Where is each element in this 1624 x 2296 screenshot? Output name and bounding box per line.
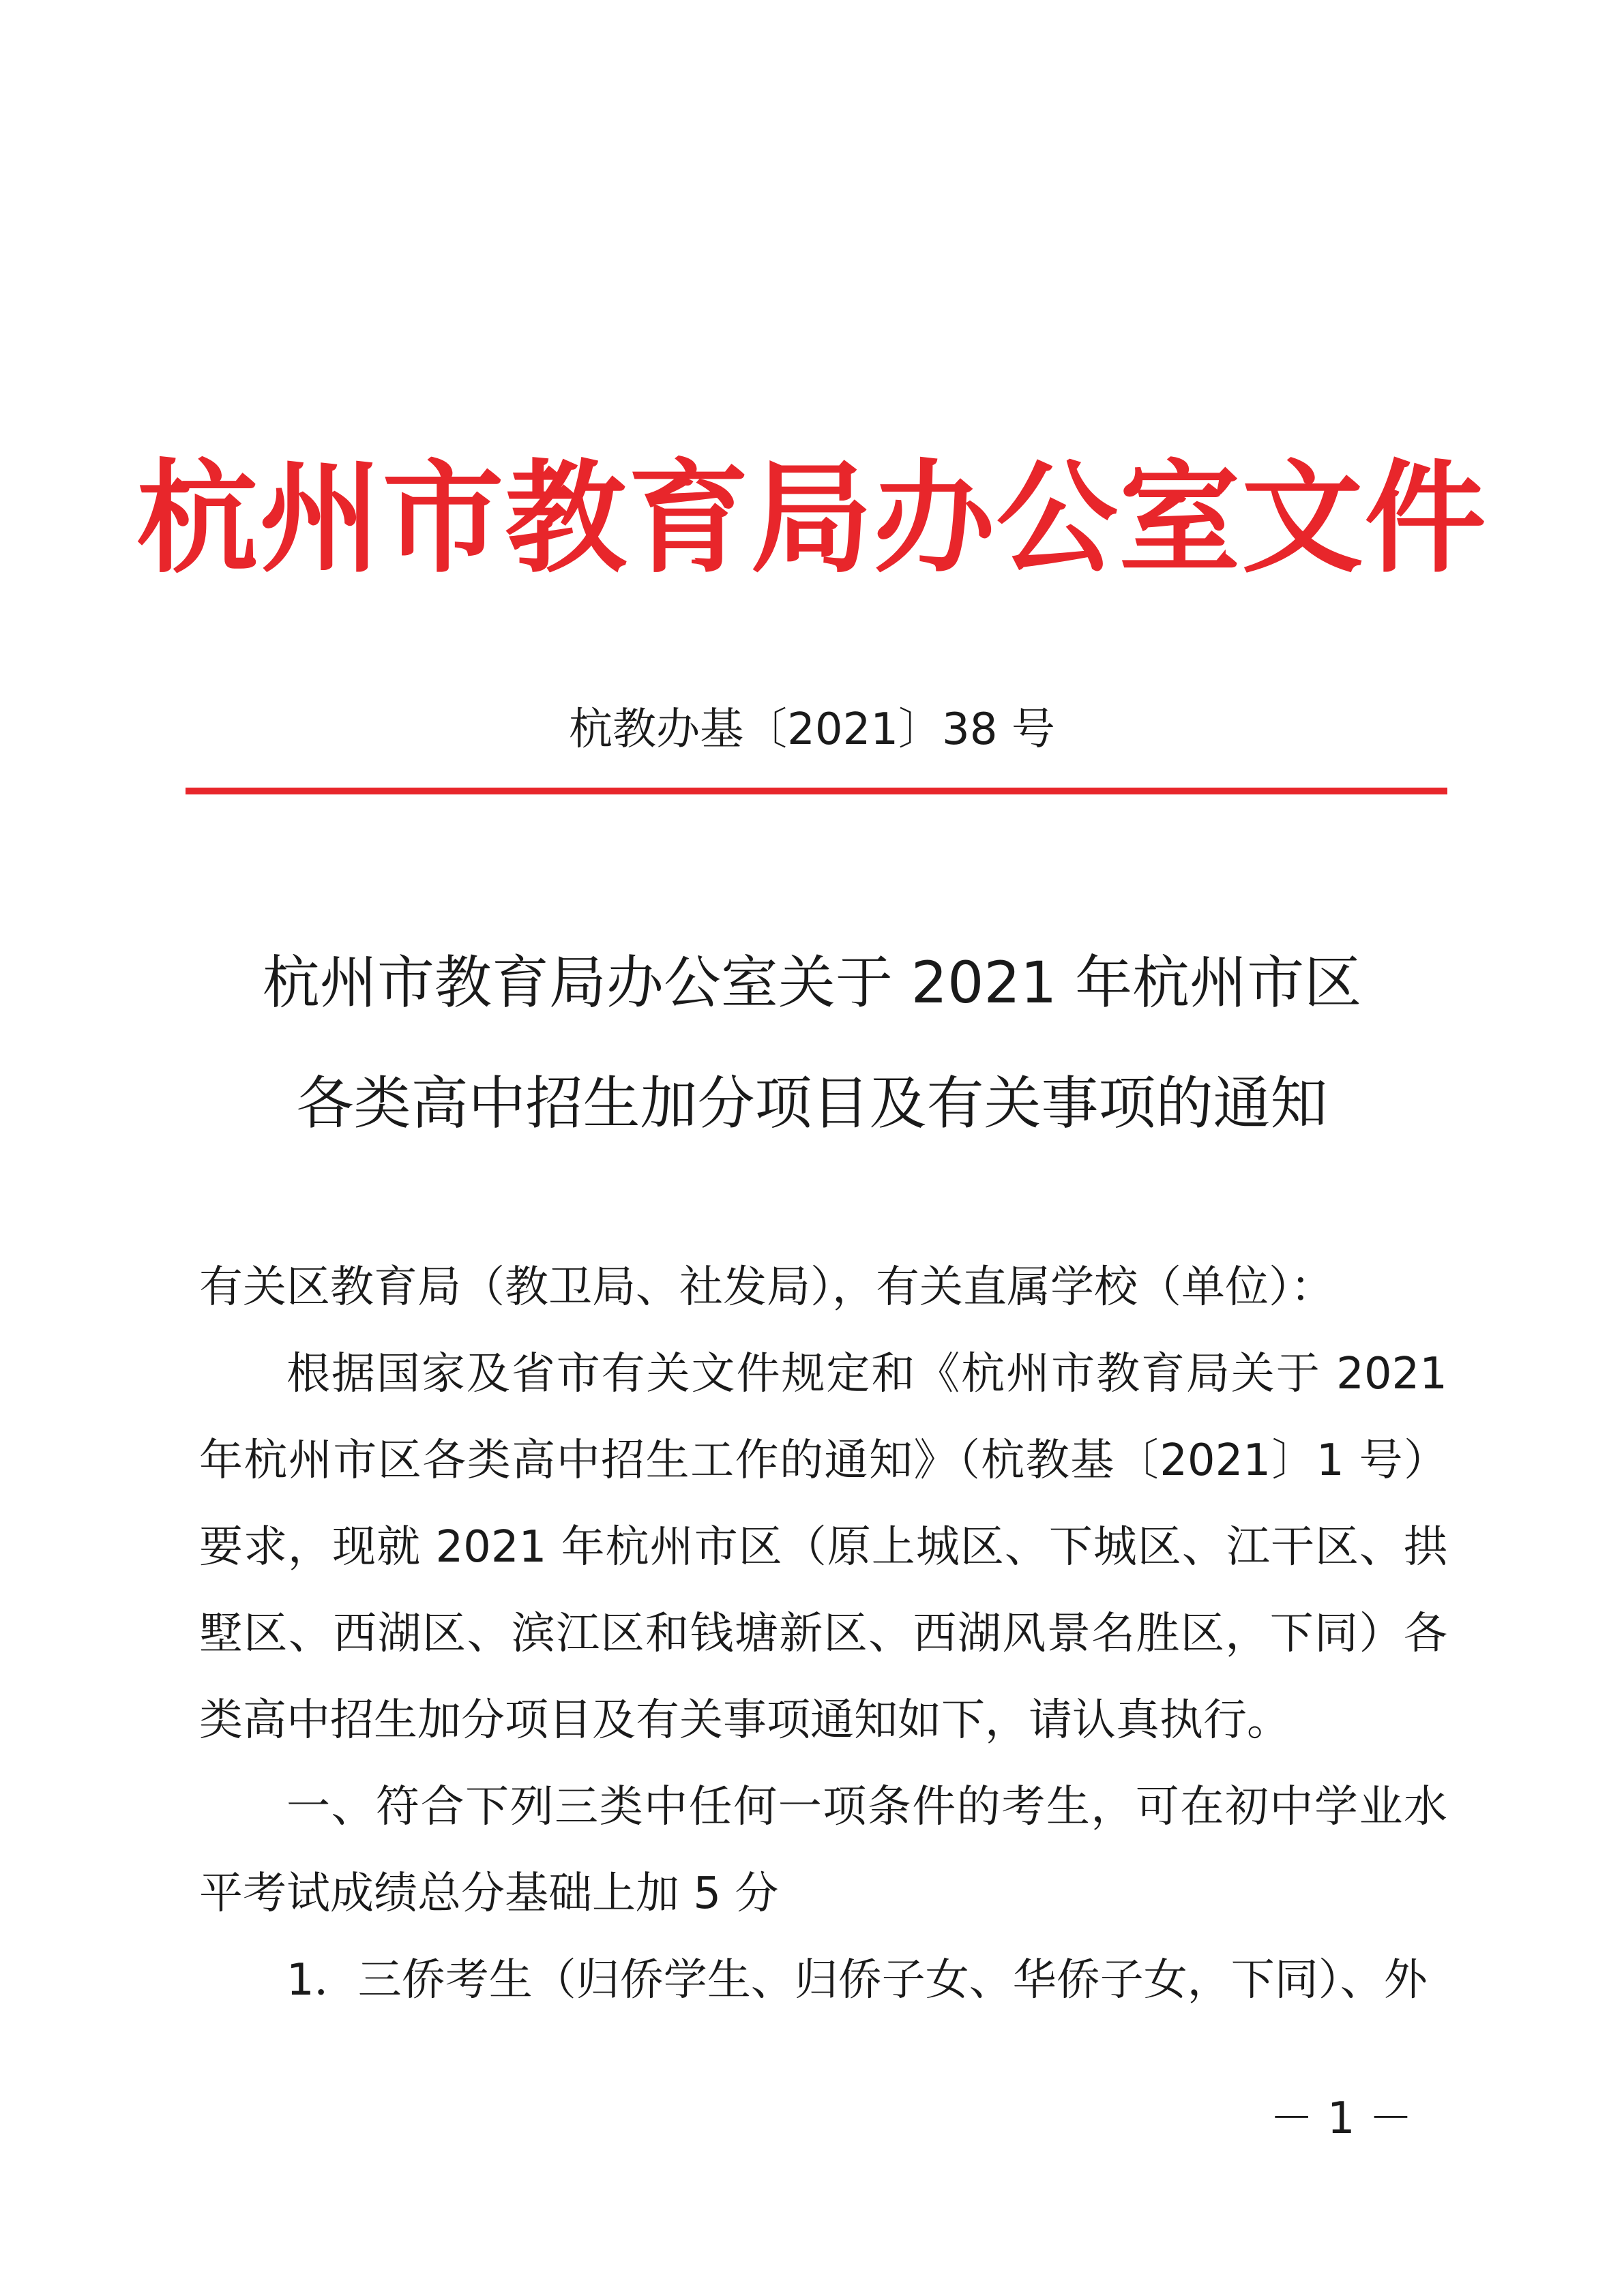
notice-title-line-1: 杭州市教育局办公室关于 2021 年杭州市区 [262,949,1362,1016]
body-paragraph-3: 1．三侨考生（归侨学生、归侨子女、华侨子女，下同）、外 [286,1955,1428,2006]
document-number: 杭教办基〔2021〕38 号 [569,704,1055,755]
document-body [199,1244,1447,2024]
header-divider [186,788,1447,794]
page-number: － 1 － [1269,2093,1413,2144]
body-paragraph-1: 根据国家及省市有关文件规定和《杭州市教育局关于 2021 年杭州市区各类高中招生工作的通知》（杭教基〔2021〕1 号）要求，现就 2021 年杭州市区（原上城区、下城区、江干区、拱墅区、西湖区、滨江区和钱塘新区、西湖风景名胜区，下同）各类高中招生加分项目及有关事项通知如下，请认真执行。 [199,1349,1447,1746]
body-paragraph-2: 一、符合下列三类中任何一项条件的考生，可在初中学业水平考试成绩总分基础上加 5 分 [199,1782,1447,1919]
notice-title-line-2: 各类高中招生加分项目及有关事项的通知 [296,1070,1328,1137]
salutation: 有关区教育局（教卫局、社发局），有关直属学校（单位）： [199,1262,1334,1313]
masthead-title: 杭州市教育局办公室文件 [136,447,1488,589]
